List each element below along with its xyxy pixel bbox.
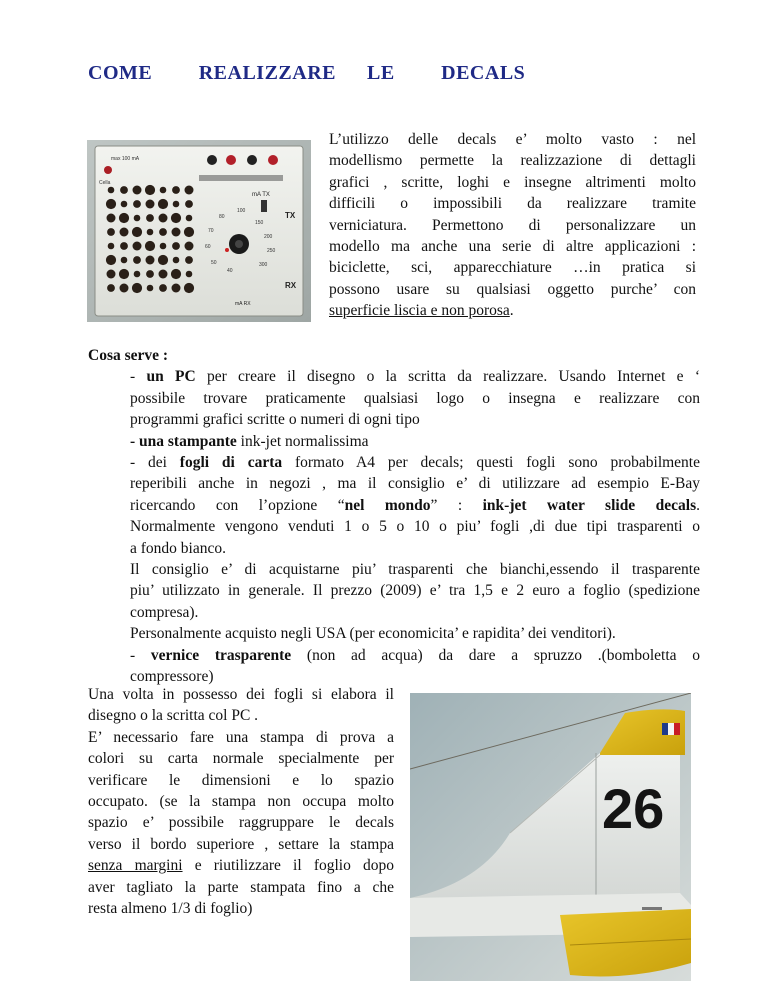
panel-hole: [145, 241, 155, 251]
req-paper-line3: [130, 495, 700, 516]
panel-hole: [107, 214, 116, 223]
meter-panel-photo: [87, 140, 311, 322]
panel-hole: [106, 255, 116, 265]
panel-hole: [133, 200, 141, 208]
procedure-line: resta almeno 1/3 di foglio): [88, 900, 253, 918]
panel-hole: [133, 186, 142, 195]
requirements-body: [130, 366, 700, 687]
panel-hole: [120, 242, 128, 250]
req-paper-text: formato A4 per decals; questi fogli sono probabilmente: [282, 454, 700, 472]
svg-text:300: 300: [259, 262, 268, 268]
req-varnish-pre: -: [130, 646, 151, 664]
panel-hole: [132, 283, 142, 293]
panel-hole: [146, 270, 154, 278]
requirements-section: [88, 345, 700, 688]
panel-label-matx: mA TX: [252, 192, 270, 198]
panel-hole: [172, 242, 180, 250]
panel-hole: [108, 187, 115, 194]
req-pc-line3: programmi grafici scritte o numeri di ogni tipo: [130, 411, 420, 429]
req-paper-l3-end: .: [696, 496, 700, 514]
panel-hole: [120, 228, 129, 237]
panel-hole: [119, 269, 129, 279]
req-advice-line3: compresa).: [130, 603, 199, 621]
panel-label-marx: mA RX: [235, 301, 251, 307]
panel-label-cella: Cella: [99, 180, 111, 186]
panel-hole: [107, 284, 115, 292]
intro-line: grafici , scritte, loghi e insegne altrimenti molto: [329, 173, 696, 191]
panel-hole: [171, 213, 181, 223]
panel-hole: [119, 213, 129, 223]
panel-hole: [159, 214, 168, 223]
intro-line: biciclette, sci, apparecchiature …in pratica si: [329, 259, 696, 277]
panel-label-rx: RX: [285, 281, 297, 290]
underlined-phrase: senza margini: [88, 857, 183, 875]
panel-hole: [106, 199, 116, 209]
procedure-line: Una volta in possesso dei fogli si elabora il: [88, 686, 394, 703]
procedure-text: e riutilizzare il foglio dopo: [182, 857, 395, 875]
intro-line: L’utilizzo delle decals e’ molto vasto : nel: [329, 131, 696, 148]
panel-label-tx: TX: [285, 211, 296, 220]
panel-hole: [159, 270, 168, 279]
panel-hole: [173, 201, 180, 208]
req-printer-text: ink-jet normalissima: [236, 432, 369, 450]
req-pc-line: - un PC per creare il disegno o la scritta da realizzare. Usando Internet e ‘: [130, 368, 700, 386]
intro-line: possono usare su qualsiasi oggetto purche’ con: [329, 280, 696, 298]
panel-hole: [134, 215, 141, 222]
procedure-line: disegno o la scritta col PC .: [88, 707, 259, 725]
req-paper-l3-bold1: nel mondo: [344, 496, 431, 514]
underlined-phrase: superficie liscia e non porosa: [329, 302, 510, 320]
page-title: COME REALIZZARE LE DECALS: [88, 62, 526, 84]
svg-text:150: 150: [255, 220, 264, 226]
req-paper-l3-bold2: ink-jet water slide decals: [482, 496, 697, 514]
req-paper-line5: a fondo bianco.: [130, 539, 226, 557]
req-pc-line2: possibile trovare praticamente qualsiasi logo o insegna e realizzare con: [130, 389, 700, 407]
panel-hole: [173, 257, 180, 264]
req-varnish-bold: vernice trasparente: [150, 646, 292, 664]
panel-hole: [107, 270, 116, 279]
svg-text:60: 60: [205, 244, 211, 250]
req-paper-pre: - dei: [130, 454, 180, 472]
req-varnish-text: (non ad acqua) da dare a spruzzo .(bomboletta o: [291, 646, 701, 664]
procedure-line: occupato. (se la stampa non occupa molto: [88, 793, 394, 811]
svg-text:200: 200: [264, 234, 273, 240]
panel-hole: [121, 201, 128, 208]
panel-hole: [158, 255, 168, 265]
panel-hole: [185, 186, 194, 195]
intro-paragraph: [329, 129, 696, 322]
panel-hole: [160, 187, 167, 194]
panel-hole: [185, 200, 193, 208]
panel-hole: [185, 242, 194, 251]
intro-line: modello ma anche una serie di altre applicazioni :: [329, 238, 696, 256]
panel-hole: [184, 227, 194, 237]
plane-tail-photo: [410, 693, 691, 981]
tail-number: 26: [602, 777, 665, 840]
intro-line: modellismo permette la realizzazione di dettagli: [329, 152, 696, 170]
panel-hole: [159, 228, 167, 236]
panel-hole: [159, 284, 167, 292]
panel-hole: [107, 228, 115, 236]
req-pc-bold: un PC: [146, 368, 196, 386]
requirements-heading: Cosa serve :: [88, 347, 169, 364]
panel-hole: [172, 284, 181, 293]
procedure-line: verificare le dimensioni e lo spazio: [88, 771, 394, 789]
panel-hole: [146, 214, 154, 222]
procedure-line: spazio e’ possibile raggruppare le decals: [88, 814, 394, 832]
intro-line: verniciatura. Permettono di personalizzare un: [329, 216, 696, 234]
req-paper-l3-mid: ” :: [430, 496, 483, 514]
req-paper-bold: fogli di carta: [179, 454, 283, 472]
procedure-line: verso il bordo superiore , settare la stampa: [88, 835, 394, 853]
panel-hole: [134, 271, 141, 278]
panel-hole: [160, 243, 167, 250]
svg-text:100: 100: [237, 208, 246, 214]
panel-hole: [132, 227, 142, 237]
req-varnish-line2: compressore): [130, 668, 214, 686]
panel-hole: [186, 215, 193, 222]
procedure-line: [88, 855, 394, 876]
req-paper-line4: Normalmente vengono venduti 1 o 5 o 10 o piu’ fogli ,di due tipi trasparenti o: [130, 518, 700, 536]
panel-hole: [158, 199, 168, 209]
req-paper-line2: reperibili anche in negozi , ma il consiglio e’ di utilizzare ad esempio E-Bay: [130, 475, 700, 493]
panel-label-max: max 100 mA: [111, 156, 140, 162]
svg-text:70: 70: [208, 228, 214, 234]
req-printer-bold: - una stampante: [130, 432, 237, 450]
req-usa-line: Personalmente acquisto negli USA (per economicita’ e rapidita’ dei venditori).: [130, 625, 616, 643]
panel-hole: [121, 257, 128, 264]
intro-period: .: [509, 302, 514, 320]
panel-hole: [171, 269, 181, 279]
req-printer-line: [130, 431, 700, 452]
svg-text:50: 50: [211, 260, 217, 266]
req-advice-line2: piu’ utilizzato in generale. Il prezzo (2009) e’ tra 1,5 e 2 euro a foglio (spedizione: [130, 582, 700, 600]
req-paper-l3-pre: ricercando con l’opzione “: [130, 496, 345, 514]
panel-hole: [108, 243, 115, 250]
req-varnish-line: [130, 645, 700, 666]
intro-line-last: [329, 300, 696, 321]
svg-text:250: 250: [267, 248, 276, 254]
panel-hole: [172, 228, 181, 237]
procedure-paragraph: [88, 684, 394, 919]
intro-line: difficili o impossibili da realizzare tramite: [329, 195, 696, 213]
svg-text:40: 40: [227, 268, 233, 274]
panel-hole: [147, 229, 154, 236]
panel-hole: [184, 283, 194, 293]
panel-hole: [186, 271, 193, 278]
panel-hole: [120, 186, 128, 194]
svg-text:80: 80: [219, 214, 225, 220]
panel-hole: [146, 200, 155, 209]
req-paper-line: [130, 452, 700, 473]
panel-hole: [133, 242, 142, 251]
procedure-line: aver tagliato la parte stampata fino a che: [88, 878, 394, 896]
req-pc-text: per creare il disegno o la scritta da realizzare. Usando Internet e ‘: [195, 368, 700, 386]
panel-hole: [133, 256, 141, 264]
procedure-line: colori su carta normale specialmente per: [88, 750, 394, 768]
panel-hole: [120, 284, 129, 293]
panel-hole: [172, 186, 180, 194]
panel-hole: [146, 256, 155, 265]
panel-hole: [185, 256, 193, 264]
req-advice-line1: Il consiglio e’ di acquistarne piu’ trasparenti che bianchi,essendo il trasparente: [130, 561, 700, 579]
panel-hole: [147, 285, 154, 292]
panel-hole: [145, 185, 155, 195]
procedure-line: E’ necessario fare una stampa di prova a: [88, 728, 394, 746]
